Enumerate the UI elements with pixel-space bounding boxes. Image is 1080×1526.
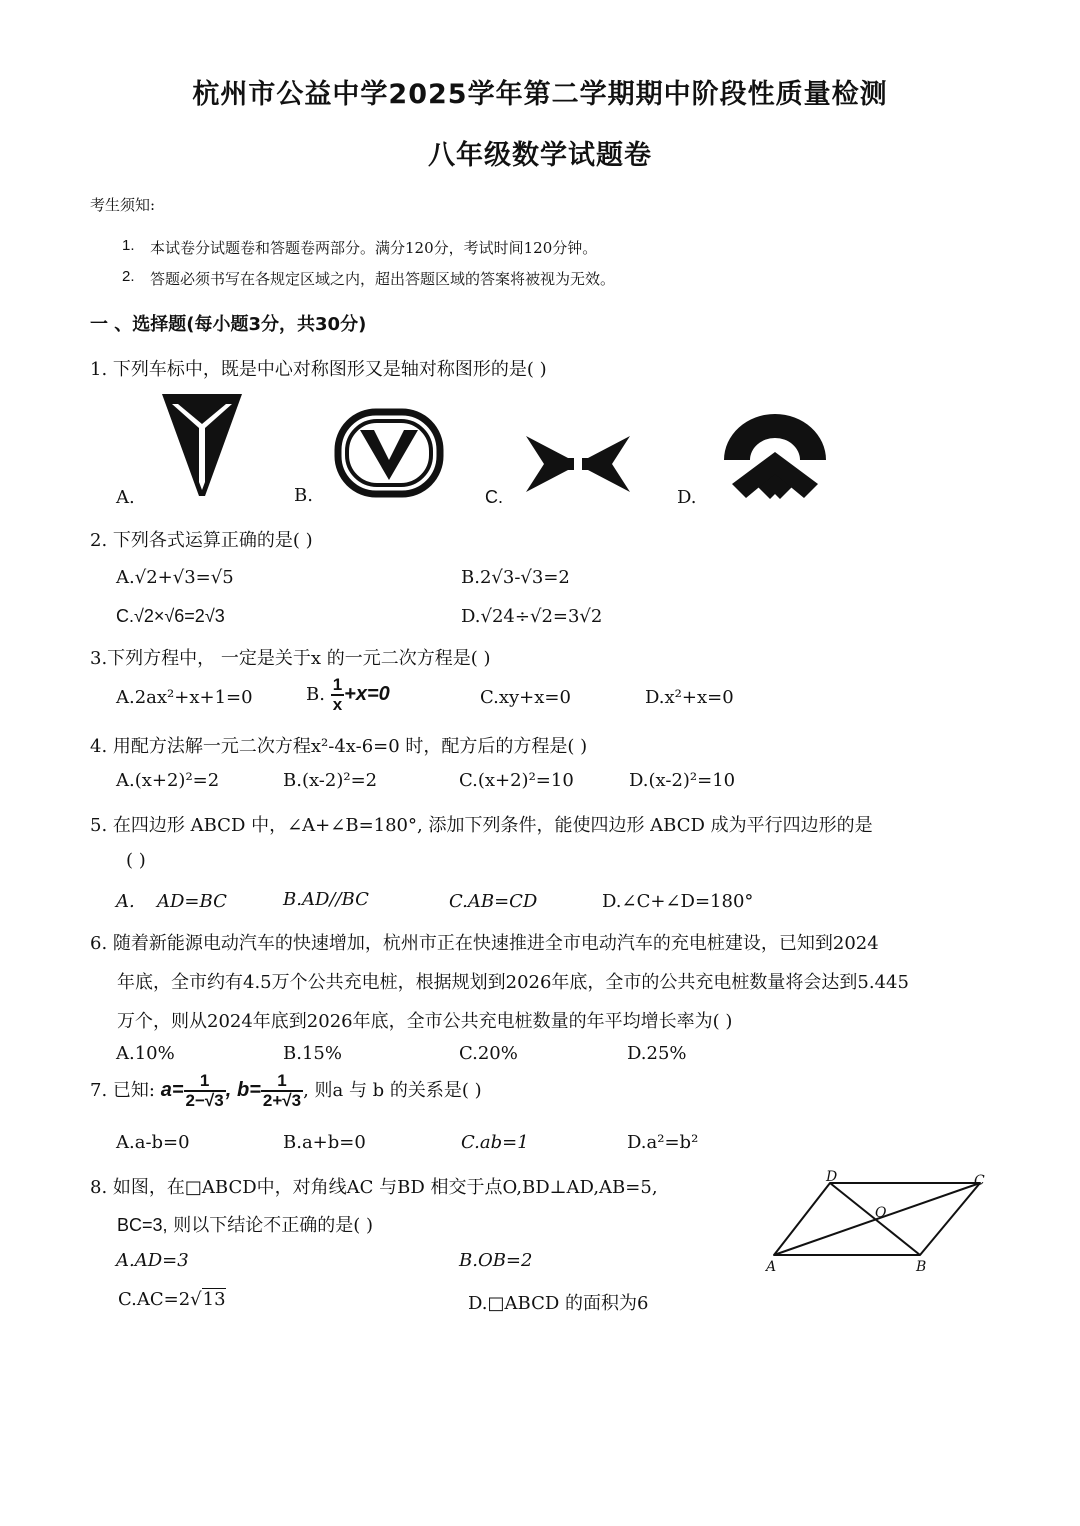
car-logo-d-image [720, 412, 830, 502]
question-4-option-c: C.(x+2)²=10 [459, 770, 574, 791]
question-5-option-a-label: A. [116, 891, 135, 912]
question-7-a-denominator: 2−√3 [185, 1090, 224, 1110]
parallelogram-figure [760, 1165, 1000, 1277]
question-2-option-c: C.√2×√6=2√3 [116, 606, 225, 626]
question-7-a-fraction [184, 1072, 226, 1110]
figure-label-c: C [974, 1173, 985, 1189]
question-6-option-a: A.10% [116, 1043, 175, 1064]
question-3-stem: 3.下列方程中， 一定是关于x 的一元二次方程是( ) [90, 648, 491, 669]
question-7-option-b: B.a+b=0 [283, 1132, 366, 1153]
question-2-option-b: B.2√3-√3=2 [461, 567, 570, 588]
notice-heading: 考生须知: [90, 196, 156, 214]
question-8-option-b: B.OB=2 [459, 1250, 533, 1271]
notice-item-2-text: 答题必须书写在各规定区域之内，超出答题区域的答案将被视为无效。 [150, 270, 616, 288]
question-8-line-1: 8. 如图，在□ABCD中，对角线AC 与BD 相交于点O,BD⊥AD,AB=5, [90, 1177, 658, 1198]
question-4-option-b: B.(x-2)²=2 [283, 770, 378, 791]
car-logo-b-image [334, 408, 444, 498]
question-5-answer-blank: ( ) [126, 850, 146, 871]
question-2-option-a: A.√2+√3=√5 [116, 567, 234, 588]
question-8-option-c-prefix: C.AC=2√ [118, 1289, 202, 1310]
question-6-line-3: 万个，则从2024年底到2026年底，全市公共充电桩数量的年平均增长率为( ) [117, 1011, 733, 1032]
question-3-fraction [331, 676, 344, 714]
question-7-b-denominator: 2+√3 [262, 1090, 302, 1110]
question-8-option-d: D.□ABCD 的面积为6 [468, 1293, 649, 1314]
section-heading-choice: 一 、选择题(每小题3分，共30分) [90, 314, 367, 335]
question-6-option-d: D.25% [627, 1043, 687, 1064]
question-4-stem: 4. 用配方法解一元二次方程x²-4x-6=0 时，配方后的方程是( ) [90, 736, 588, 757]
question-1-stem: 1. 下列车标中，既是中心对称图形又是轴对称图形的是( ) [90, 359, 547, 380]
question-7-option-d: D.a²=b² [627, 1132, 699, 1153]
car-logo-a-image [160, 392, 244, 500]
notice-item-1-number: 1. [122, 237, 135, 254]
question-7-b-numerator: 1 [261, 1072, 303, 1092]
question-1-label-c: C. [485, 487, 503, 507]
question-6-option-c: C.20% [459, 1043, 518, 1064]
question-7-separator: , [225, 1078, 232, 1101]
question-7-a-numerator: 1 [184, 1072, 226, 1092]
question-5-option-b: B.AD//BC [283, 889, 369, 910]
exam-subtitle: 八年级数学试题卷 [428, 140, 652, 171]
question-6-option-b: B.15% [283, 1043, 342, 1064]
question-5-option-d: D.∠C+∠D=180° [602, 891, 754, 912]
figure-label-a: A [766, 1259, 777, 1275]
question-8-option-c-radicand: 13 [202, 1289, 226, 1310]
question-7-option-a: A.a-b=0 [116, 1132, 190, 1153]
question-7-b-var: b= [236, 1078, 261, 1101]
question-1-label-a: A. [116, 487, 135, 508]
figure-label-d: D [826, 1169, 838, 1185]
figure-label-b: B [916, 1259, 927, 1275]
question-7-stem [90, 1072, 482, 1110]
question-8-option-c [118, 1289, 226, 1310]
question-8-line-2-question: 则以下结论不正确的是( ) [167, 1215, 374, 1236]
question-4-option-d: D.(x-2)²=10 [629, 770, 736, 791]
notice-item-2-number: 2. [122, 268, 135, 285]
question-2-option-d: D.√24÷√2=3√2 [461, 606, 603, 627]
question-1-label-d: D. [677, 487, 697, 508]
question-3-option-b-rest: +x=0 [344, 682, 390, 705]
question-3-fraction-numerator: 1 [332, 675, 343, 694]
car-logo-c-image [524, 432, 632, 496]
question-8-line-2 [117, 1211, 373, 1237]
exam-title: 杭州市公益中学2025学年第二学期期中阶段性质量检测 [192, 79, 888, 110]
question-1-label-b: B. [294, 485, 313, 506]
question-3-option-b-label: B. [306, 683, 325, 705]
question-8-option-a: A.AD=3 [116, 1250, 189, 1271]
notice-item-1-text: 本试卷分试题卷和答题卷两部分。满分120分，考试时间120分钟。 [150, 239, 598, 257]
question-7-option-c: C.ab=1 [461, 1132, 529, 1153]
question-3-option-c: C.xy+x=0 [480, 687, 571, 708]
question-3-option-d: D.x²+x=0 [645, 687, 734, 708]
question-2-stem: 2. 下列各式运算正确的是( ) [90, 530, 313, 551]
question-8-line-2-given: BC=3, [117, 1215, 168, 1235]
question-3-option-b [306, 676, 390, 714]
question-5-option-c: C.AB=CD [449, 891, 538, 912]
question-6-line-2: 年底，全市约有4.5万个公共充电桩，根据规划到2026年底，全市的公共充电桩数量将会达到5.445 [117, 972, 909, 993]
question-7-b-fraction [261, 1072, 303, 1110]
question-3-option-a: A.2ax²+x+1=0 [116, 687, 253, 708]
question-7-a-var: a= [160, 1078, 184, 1101]
question-3-fraction-denominator: x [332, 694, 343, 714]
figure-label-o: O [875, 1205, 887, 1221]
question-5-stem: 5. 在四边形 ABCD 中，∠A+∠B=180°, 添加下列条件，能使四边形 ABCD 成为平行四边形的是 [90, 815, 873, 836]
question-7-prefix: 7. 已知: [90, 1079, 155, 1101]
question-6-line-1: 6. 随着新能源电动汽车的快速增加，杭州市正在快速推进全市电动汽车的充电桩建设，已知到2024 [90, 933, 879, 954]
question-5-option-a: AD=BC [157, 891, 227, 912]
question-4-option-a: A.(x+2)²=2 [116, 770, 220, 791]
question-7-suffix: , 则a 与 b 的关系是( ) [303, 1079, 482, 1101]
